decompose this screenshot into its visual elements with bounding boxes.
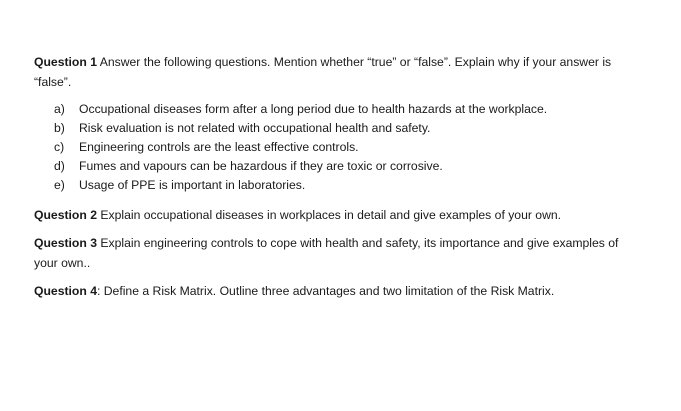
list-item xyxy=(54,157,634,176)
item-letter: b) xyxy=(54,121,65,135)
question-1-label: Question 1 xyxy=(34,55,97,69)
question-3-label: Question 3 xyxy=(34,236,97,250)
question-4 xyxy=(34,281,634,301)
item-letter: d) xyxy=(54,159,65,173)
item-letter: a) xyxy=(54,102,65,116)
item-letter: e) xyxy=(54,178,65,192)
question-4-label: Question 4 xyxy=(34,284,97,298)
question-1 xyxy=(34,52,634,92)
list-item xyxy=(54,100,634,119)
list-item xyxy=(54,176,634,195)
list-item xyxy=(54,119,634,138)
item-text: Occupational diseases form after a long period due to health hazards at the workplace. xyxy=(79,102,548,116)
question-4-text: : Define a Risk Matrix. Outline three advantages and two limitation of the Risk Matrix. xyxy=(96,284,555,298)
question-2-text: Explain occupational diseases in workplaces in detail and give examples of your own. xyxy=(96,208,562,222)
question-2-label: Question 2 xyxy=(34,208,97,222)
item-letter: c) xyxy=(54,140,65,154)
item-text: Fumes and vapours can be hazardous if they are toxic or corrosive. xyxy=(79,159,443,173)
question-3-text: Explain engineering controls to cope with health and safety, its importance and give examples of your own.. xyxy=(34,236,619,270)
question-1-items xyxy=(34,100,634,195)
question-3 xyxy=(34,233,634,273)
list-item xyxy=(54,138,634,157)
item-text: Engineering controls are the least effective controls. xyxy=(79,140,359,154)
question-1-text: Answer the following questions. Mention whether “true” or “false”. Explain why if your answer is “false”. xyxy=(34,55,612,89)
question-2 xyxy=(34,205,634,225)
document-page xyxy=(34,52,634,301)
item-text: Risk evaluation is not related with occupational health and safety. xyxy=(79,121,431,135)
item-text: Usage of PPE is important in laboratories. xyxy=(79,178,306,192)
